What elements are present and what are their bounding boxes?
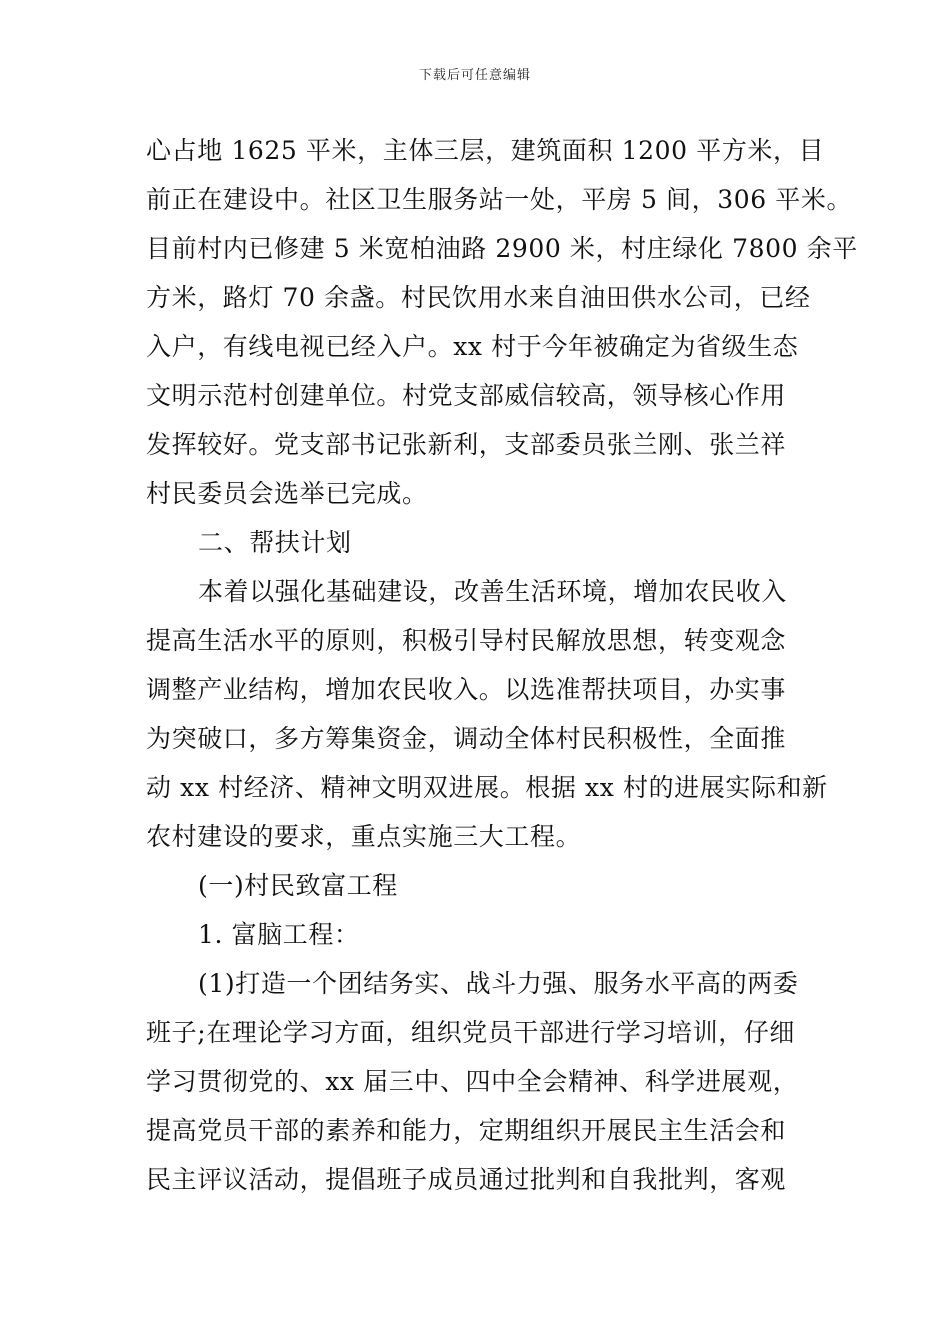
text-line: 学习贯彻党的、xx 届三中、四中全会精神、科学进展观， (146, 1067, 799, 1096)
text-line: 心占地 1625 平米，主体三层，建筑面积 1200 平方米，目 (146, 136, 825, 165)
document-body (146, 126, 858, 1204)
text-line: 目前村内已修建 5 米宽柏油路 2900 米，村庄绿化 7800 余平 (146, 234, 858, 263)
paragraph-start: 本着以强化基础建设，改善生活环境，增加农民收入 (198, 577, 787, 606)
section-heading: 二、帮扶计划 (198, 528, 352, 557)
text-line: 民主评议活动，提倡班子成员通过批判和自我批判，客观 (146, 1165, 787, 1194)
text-line: 班子;在理论学习方面，组织党员干部进行学习培训，仔细 (146, 1018, 796, 1047)
text-line: 文明示范村创建单位。村党支部威信较高，领导核心作用 (146, 381, 787, 410)
subsection-heading: (一)村民致富工程 (198, 871, 398, 900)
text-line: 前正在建设中。社区卫生服务站一处，平房 5 间，306 平米。 (146, 185, 853, 214)
text-line: 入户，有线电视已经入户。xx 村于今年被确定为省级生态 (146, 332, 799, 361)
text-line: 提高党员干部的素养和能力，定期组织开展民主生活会和 (146, 1116, 787, 1145)
item-heading: 1. 富脑工程： (198, 920, 360, 949)
text-line: 提高生活水平的原则，积极引导村民解放思想，转变观念 (146, 626, 787, 655)
text-line: 农村建设的要求，重点实施三大工程。 (146, 822, 582, 851)
paragraph-start: (1)打造一个团结务实、战斗力强、服务水平高的两委 (198, 969, 799, 998)
text-line: 动 xx 村经济、精神文明双进展。根据 xx 村的进展实际和新 (146, 773, 828, 802)
page-header: 下载后可任意编辑 (418, 68, 531, 83)
text-line: 调整产业结构，增加农民收入。以选准帮扶项目，办实事 (146, 675, 787, 704)
text-line: 方米，路灯 70 余盏。村民饮用水来自油田供水公司，已经 (146, 283, 811, 312)
text-line: 为突破口，多方筹集资金，调动全体村民积极性，全面推 (146, 724, 787, 753)
text-line: 发挥较好。党支部书记张新利，支部委员张兰刚、张兰祥 (146, 430, 787, 459)
text-line: 村民委员会选举已完成。 (146, 479, 428, 508)
